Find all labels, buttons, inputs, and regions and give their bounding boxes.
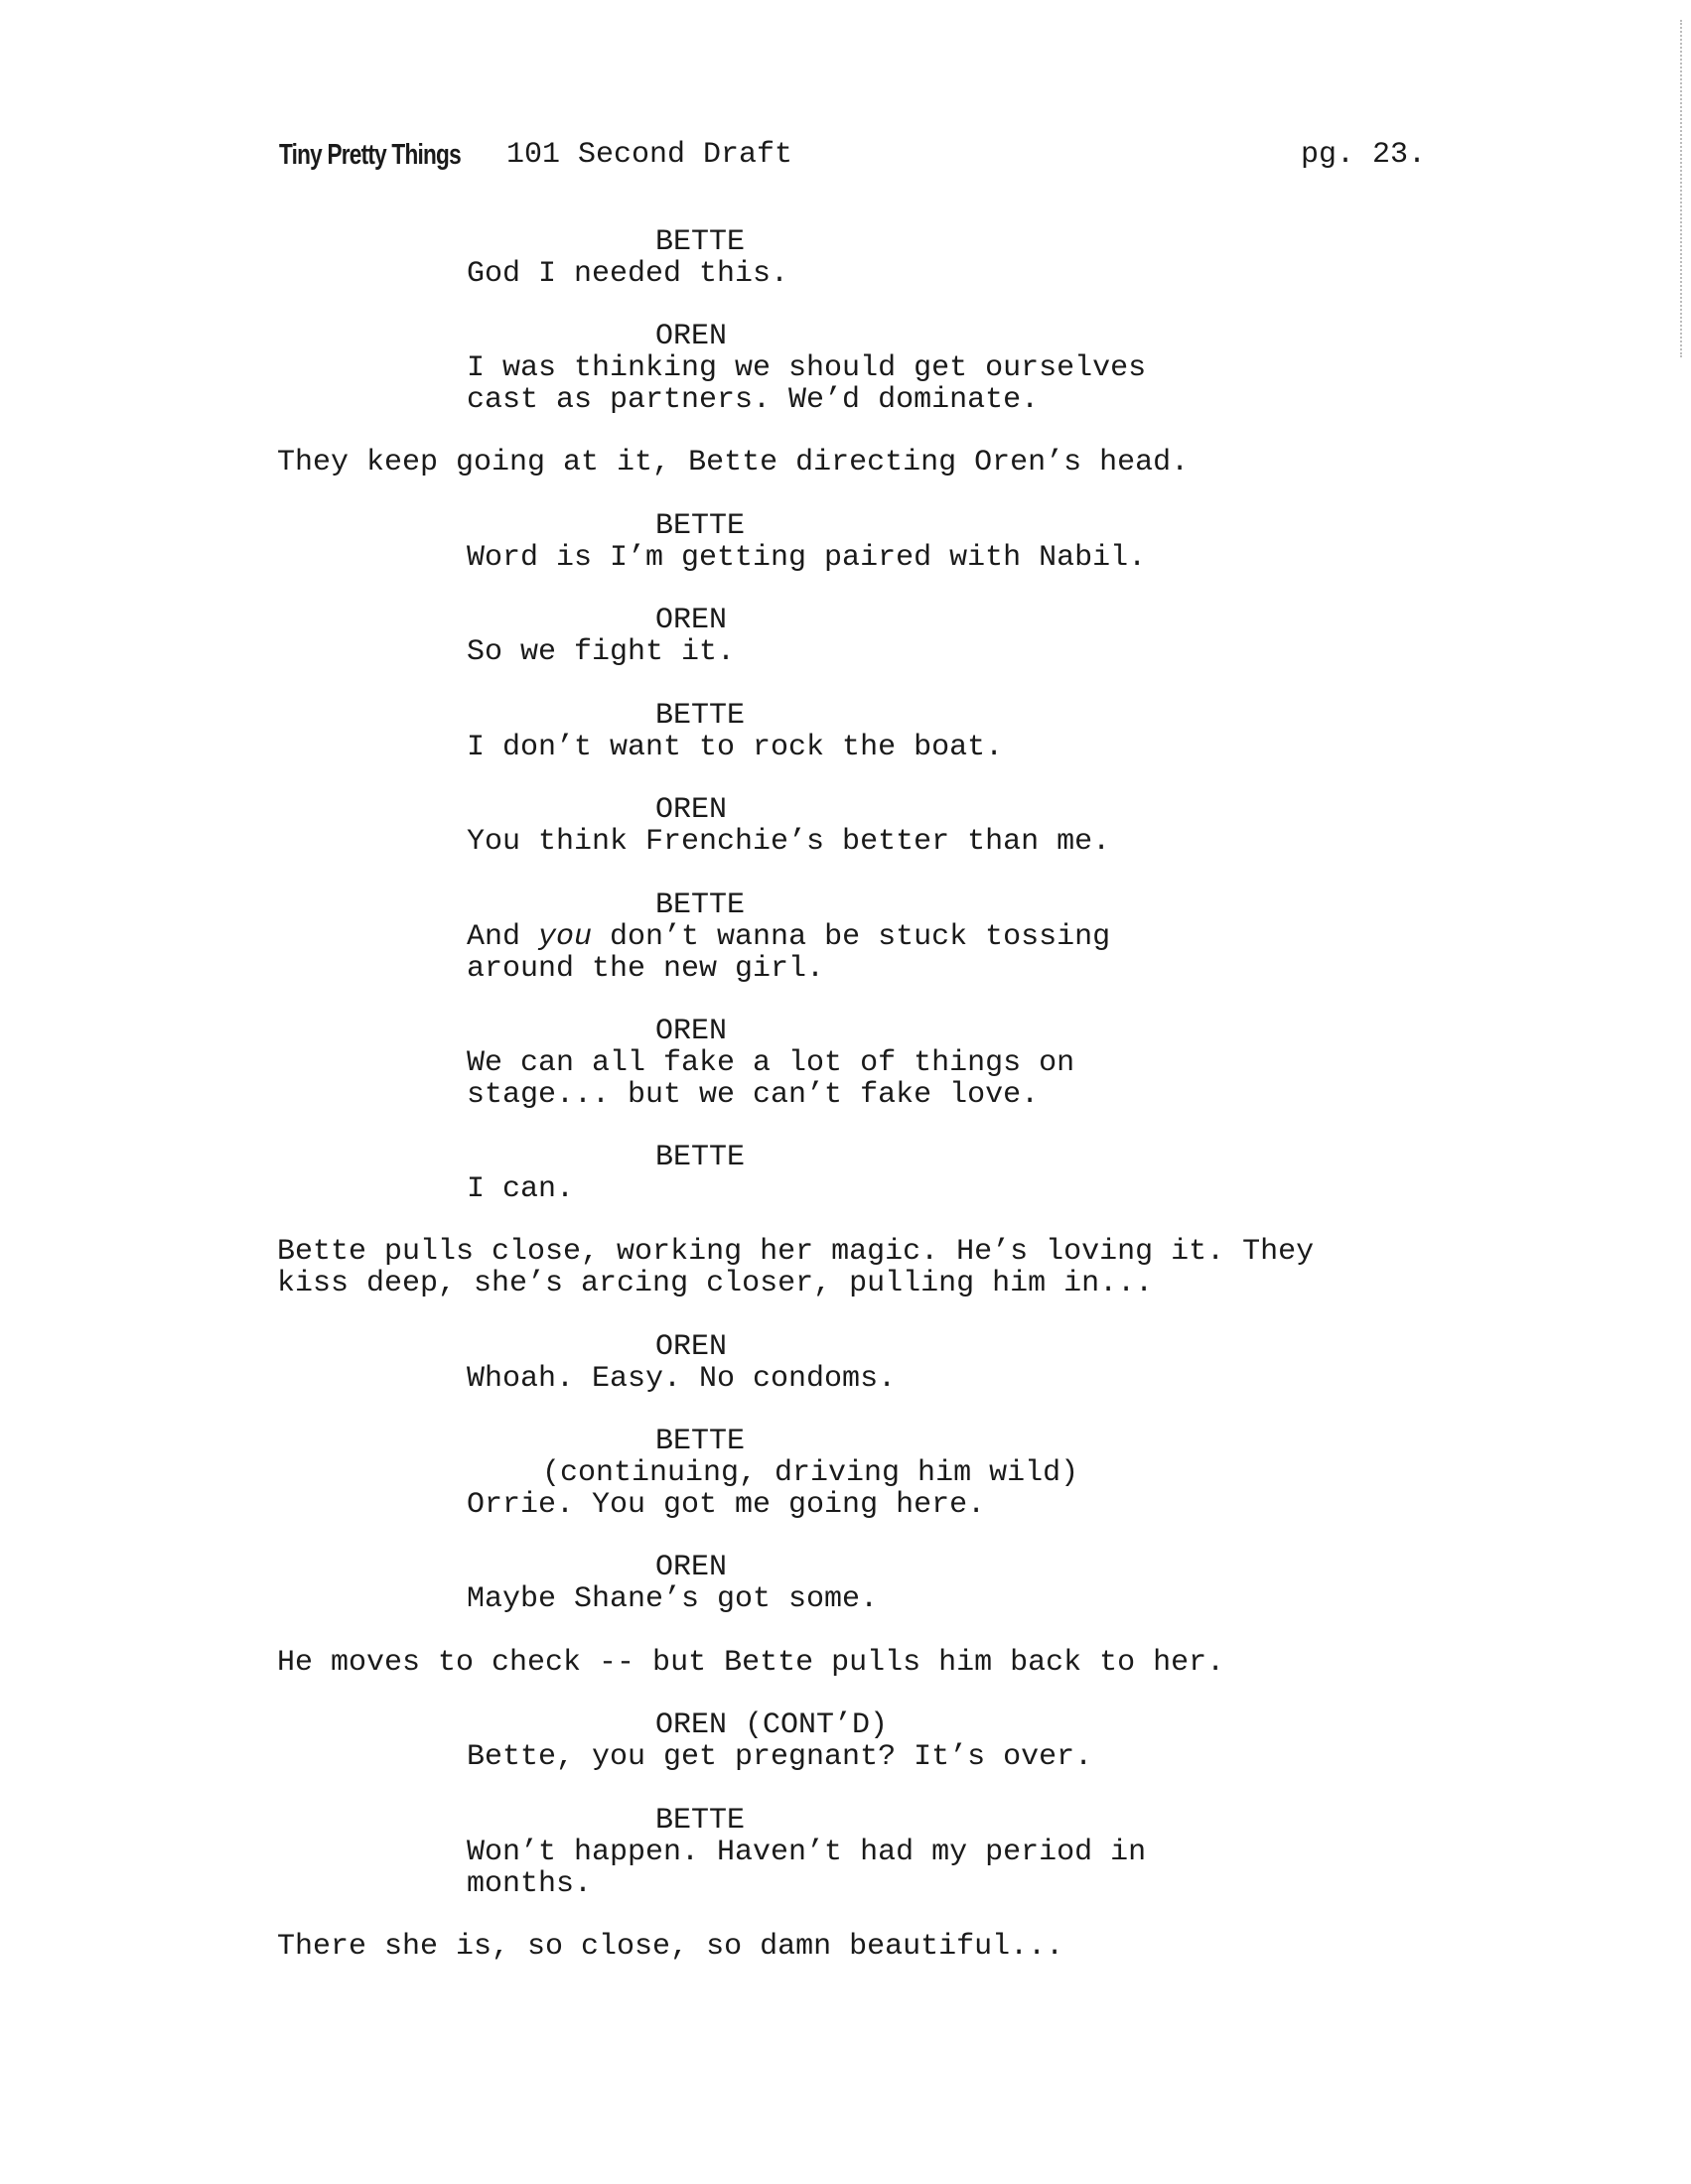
dialogue-line: months. [467, 1867, 593, 1901]
dialogue-line: Maybe Shane’s got some. [467, 1582, 879, 1616]
action-line: They keep going at it, Bette directing Oren’s head. [277, 446, 1190, 479]
character-cue: OREN [655, 604, 728, 637]
dialogue-line: Orrie. You got me going here. [467, 1488, 986, 1522]
dialogue-fragment: don’t wanna be stuck tossing [592, 920, 1111, 954]
character-cue: BETTE [655, 699, 746, 733]
character-cue: BETTE [655, 225, 746, 259]
dialogue-line: Whoah. Easy. No condoms. [467, 1362, 897, 1396]
dialogue-fragment: And [467, 920, 539, 954]
show-title-logo: Tiny Pretty Things [279, 139, 461, 171]
dialogue-line: stage... but we can’t fake love. [467, 1078, 1040, 1112]
action-line: kiss deep, she’s arcing closer, pulling him in... [277, 1267, 1154, 1300]
character-cue: BETTE [655, 1804, 746, 1838]
character-cue: OREN [655, 320, 728, 353]
character-cue: OREN (CONT’D) [655, 1708, 889, 1742]
action-line: There she is, so close, so damn beautiful... [277, 1930, 1064, 1964]
page-number: pg. 23. [1301, 138, 1427, 172]
character-cue: OREN [655, 1330, 728, 1364]
dialogue-line: Won’t happen. Haven’t had my period in [467, 1836, 1147, 1869]
dialogue-line: You think Frenchie’s better than me. [467, 825, 1111, 859]
character-cue: OREN [655, 1551, 728, 1584]
dialogue-line: So we fight it. [467, 635, 736, 669]
dialogue-line: around the new girl. [467, 952, 825, 986]
character-cue: OREN [655, 1015, 728, 1048]
scan-edge-artifact [1680, 20, 1683, 357]
character-cue: BETTE [655, 509, 746, 543]
action-line: Bette pulls close, working her magic. He’s loving it. They [277, 1235, 1315, 1269]
emphasis-word: you [538, 920, 593, 954]
dialogue-line: God I needed this. [467, 257, 789, 291]
dialogue-line: Word is I’m getting paired with Nabil. [467, 541, 1147, 575]
dialogue-line: We can all fake a lot of things on [467, 1046, 1075, 1080]
parenthetical: (continuing, driving him wild) [542, 1456, 1079, 1490]
dialogue-line: I was thinking we should get ourselves [467, 351, 1147, 385]
dialogue-line: I can. [467, 1172, 575, 1206]
draft-label: 101 Second Draft [506, 138, 793, 172]
character-cue: BETTE [655, 888, 746, 922]
character-cue: BETTE [655, 1141, 746, 1174]
dialogue-line: cast as partners. We’d dominate. [467, 383, 1040, 417]
action-line: He moves to check -- but Bette pulls him back to her. [277, 1646, 1225, 1680]
character-cue: BETTE [655, 1425, 746, 1458]
dialogue-line: Bette, you get pregnant? It’s over. [467, 1740, 1093, 1774]
dialogue-line: I don’t want to rock the boat. [467, 731, 1004, 764]
character-cue: OREN [655, 793, 728, 827]
dialogue-line [467, 921, 1110, 953]
